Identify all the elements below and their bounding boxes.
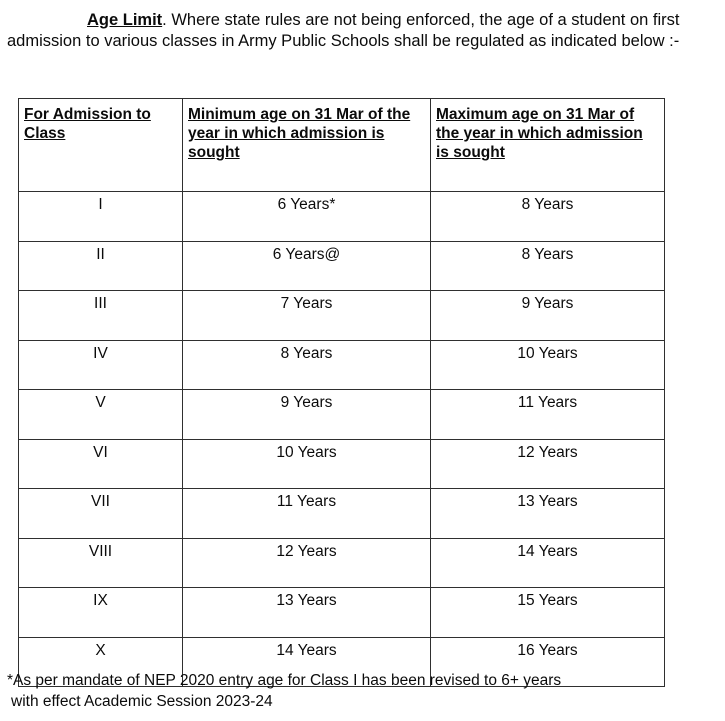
footnote-line-2: with effect Academic Session 2023-24 xyxy=(11,693,273,710)
header-class: For Admission to Class xyxy=(19,99,183,192)
class-cell: V xyxy=(19,390,183,440)
minimum-age-cell: 7 Years xyxy=(183,291,431,341)
maximum-age-cell: 14 Years xyxy=(431,538,665,588)
intro-text: . Where state rules are not being enforced, the age of a student on first admission to various classes in Army Public Schools shall be regulated as indicated below :- xyxy=(7,11,680,50)
class-cell: III xyxy=(19,291,183,341)
maximum-age-cell: 15 Years xyxy=(431,588,665,638)
maximum-age-cell: 9 Years xyxy=(431,291,665,341)
class-cell: X xyxy=(19,637,183,687)
header-minimum-age: Minimum age on 31 Mar of the year in which admission is sought xyxy=(183,99,431,192)
class-cell: VIII xyxy=(19,538,183,588)
class-cell: VII xyxy=(19,489,183,539)
footnote xyxy=(7,670,561,712)
minimum-age-cell: 9 Years xyxy=(183,390,431,440)
table-header-row xyxy=(19,99,665,192)
table-row xyxy=(19,489,665,539)
maximum-age-cell: 8 Years xyxy=(431,192,665,242)
class-cell: I xyxy=(19,192,183,242)
table-row xyxy=(19,291,665,341)
minimum-age-cell: 6 Years* xyxy=(183,192,431,242)
maximum-age-cell: 11 Years xyxy=(431,390,665,440)
minimum-age-cell: 6 Years@ xyxy=(183,241,431,291)
table-row xyxy=(19,241,665,291)
minimum-age-cell: 13 Years xyxy=(183,588,431,638)
table-row xyxy=(19,588,665,638)
maximum-age-cell: 8 Years xyxy=(431,241,665,291)
class-cell: II xyxy=(19,241,183,291)
table-row xyxy=(19,192,665,242)
intro-paragraph xyxy=(7,10,719,52)
header-maximum-age: Maximum age on 31 Mar of the year in which admission is sought xyxy=(431,99,665,192)
table-row xyxy=(19,538,665,588)
minimum-age-cell: 11 Years xyxy=(183,489,431,539)
minimum-age-cell: 12 Years xyxy=(183,538,431,588)
maximum-age-cell: 13 Years xyxy=(431,489,665,539)
class-cell: IX xyxy=(19,588,183,638)
maximum-age-cell: 12 Years xyxy=(431,439,665,489)
table-row xyxy=(19,340,665,390)
maximum-age-cell: 10 Years xyxy=(431,340,665,390)
minimum-age-cell: 8 Years xyxy=(183,340,431,390)
class-cell: VI xyxy=(19,439,183,489)
footnote-line-1: *As per mandate of NEP 2020 entry age for Class I has been revised to 6+ years xyxy=(7,672,562,689)
minimum-age-cell: 14 Years xyxy=(183,637,431,687)
maximum-age-cell: 16 Years xyxy=(431,637,665,687)
class-cell: IV xyxy=(19,340,183,390)
table-row xyxy=(19,439,665,489)
age-limit-table xyxy=(18,98,665,687)
table-row xyxy=(19,390,665,440)
section-heading: Age Limit xyxy=(87,11,163,29)
minimum-age-cell: 10 Years xyxy=(183,439,431,489)
